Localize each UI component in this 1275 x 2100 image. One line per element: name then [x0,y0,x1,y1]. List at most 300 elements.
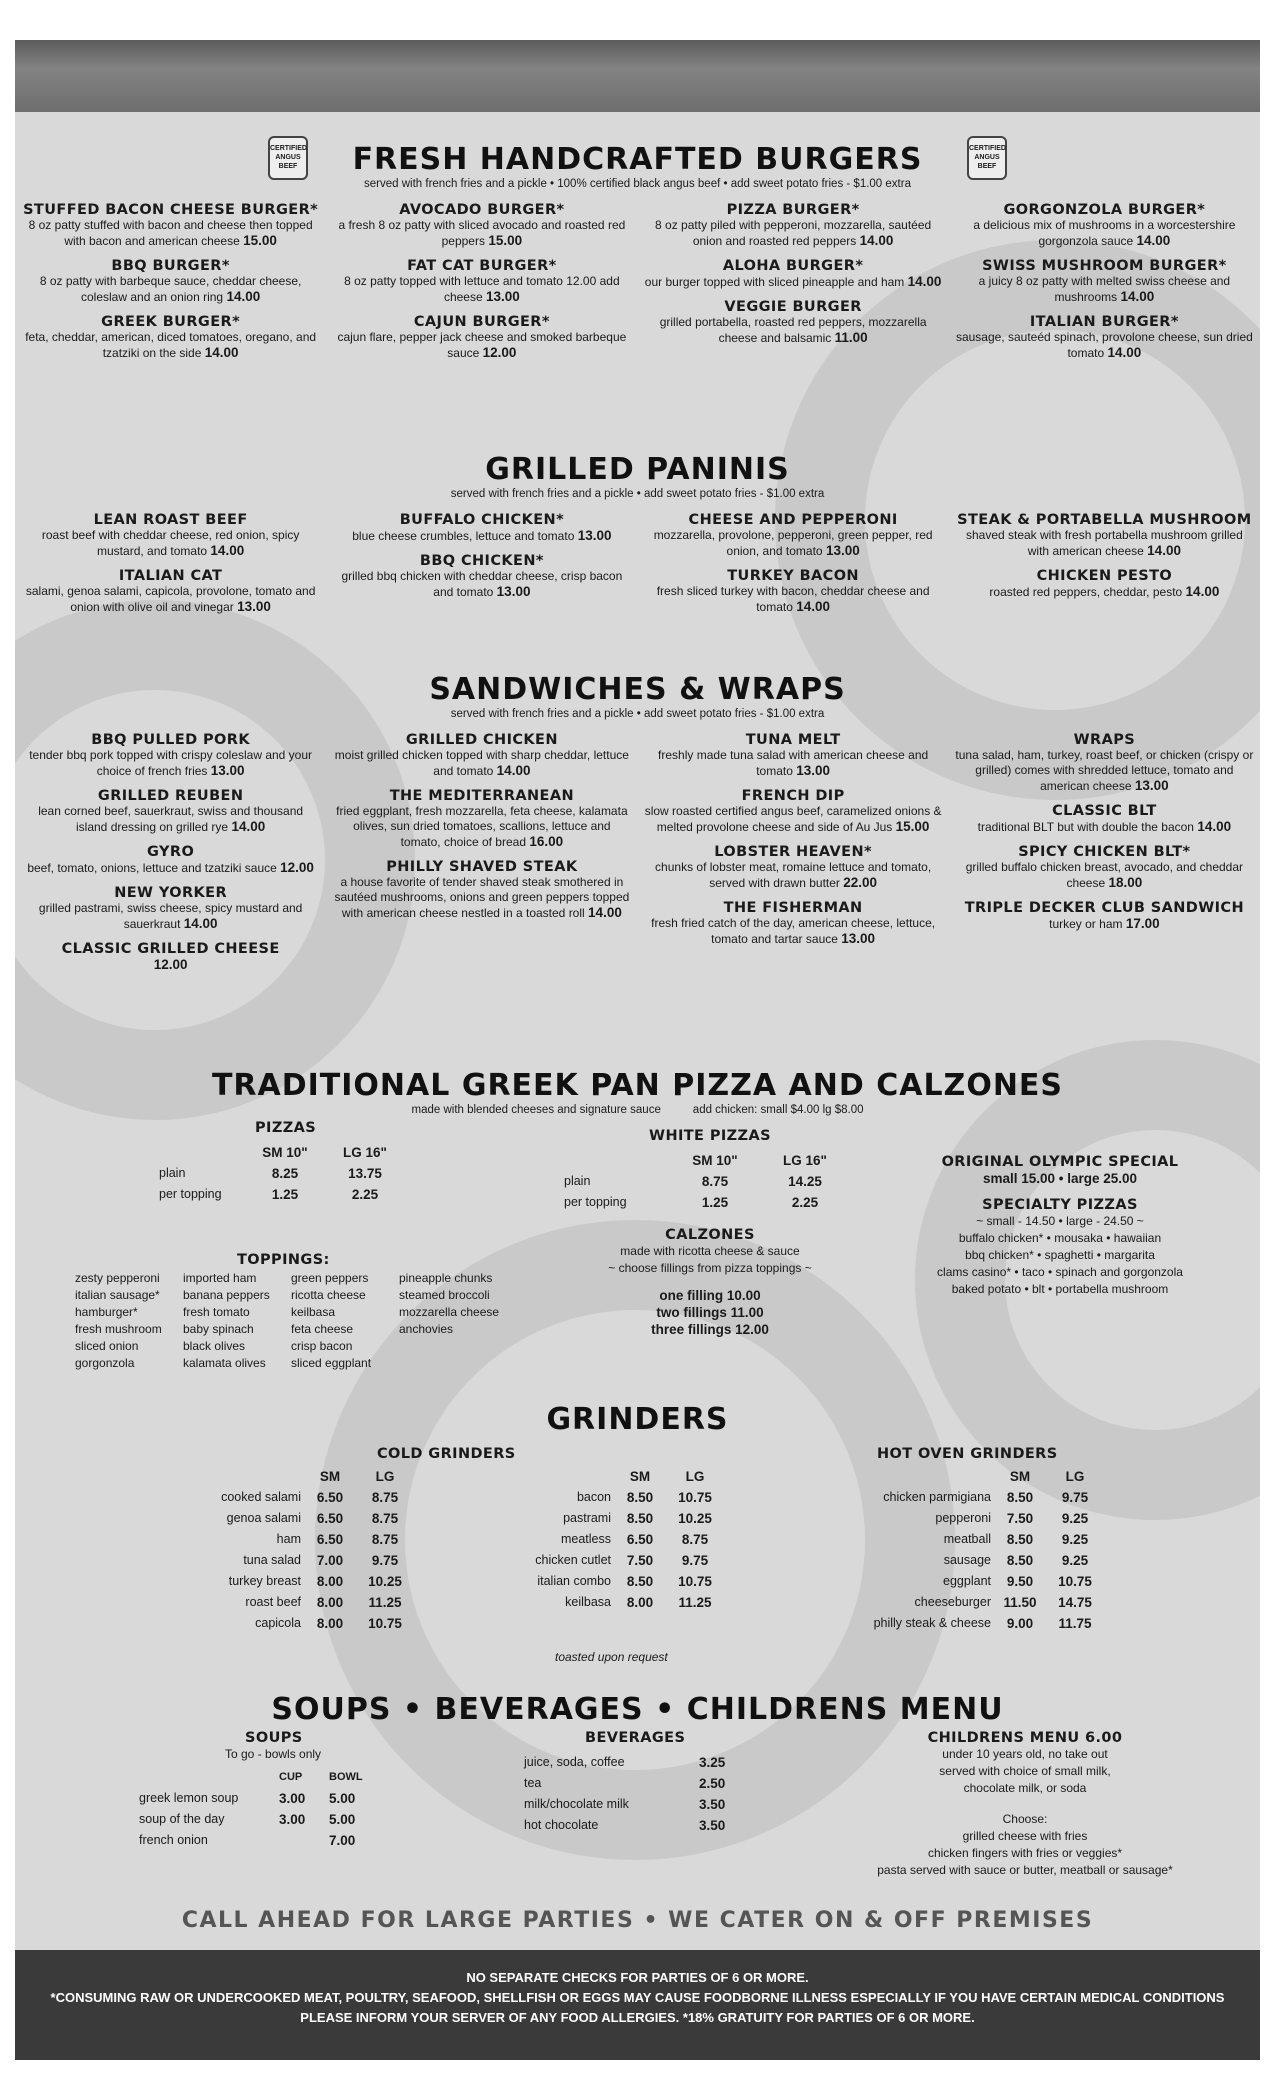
item-description [644,584,943,615]
topping-item: italian sausage* [75,1288,160,1302]
section-title: GRINDERS [546,1402,729,1437]
item-name: NEW YORKER [114,885,228,901]
table-row [135,1788,375,1809]
footer-notice [15,1950,1260,2060]
item-description [955,860,1254,891]
item-name: TUNA MELT [745,732,841,748]
size-header: SM [319,1469,341,1484]
price [275,1830,325,1851]
item-description [21,957,320,973]
price: 10.75 [1058,1574,1092,1589]
price: 8.50 [1006,1553,1034,1568]
footer-line: PLEASE INFORM YOUR SERVER OF ANY FOOD ALLERGIES. *18% GRATUITY FOR PARTIES OF 6 OR MORE. [300,2010,975,2025]
price: 8.00 [316,1616,344,1631]
menu-item [332,202,631,249]
pizzas-heading: PIZZAS [255,1120,317,1136]
burgers-section [15,142,1260,370]
price: 3.00 [279,1812,306,1827]
childrens-line: Choose: [1002,1812,1048,1826]
item-description [332,748,631,779]
topping-item: anchovies [399,1322,454,1336]
price: 8.75 [681,1532,709,1547]
item-price: 14.00 [907,274,942,289]
white-pizzas-block [560,1128,860,1338]
specialty-line: clams casino* • taco • spinach and gorgonzola [937,1265,1183,1279]
item-name: ITALIAN BURGER* [1029,314,1179,330]
price: 8.50 [626,1511,654,1526]
price: 11.25 [368,1595,402,1610]
calzone-price: three fillings 12.00 [651,1322,769,1337]
childrens-line: under 10 years old, no take out [942,1747,1108,1761]
item-name: LOBSTER HEAVEN* [714,844,872,860]
soup-name: greek lemon soup [139,1791,239,1805]
price: 8.50 [1006,1490,1034,1505]
paninis-section [15,452,1260,624]
pizzas-table [155,1142,405,1205]
item-desc-text: a fresh 8 oz patty with sliced avocado and roasted red peppers [338,218,626,248]
item-name: CHICKEN PESTO [1036,568,1173,584]
item-desc-text: salami, genoa salami, capicola, provolone, tomato and onion with olive oil and vinegar [25,584,316,614]
topping-item: baby spinach [183,1322,254,1336]
size-header: LG [685,1469,705,1484]
item-price: 15.00 [243,233,277,248]
item-name: BUFFALO CHICKEN* [399,512,565,528]
beverage-name: hot chocolate [524,1818,599,1832]
item-description [644,916,943,947]
beverage-name: tea [524,1776,542,1790]
size-header: SM [629,1469,651,1484]
item-name: PIZZA BURGER* [726,202,860,218]
beverages-heading: BEVERAGES [585,1730,686,1746]
menu-item [644,258,943,290]
item-description [955,330,1254,361]
specialty-heading: SPECIALTY PIZZAS [982,1197,1138,1213]
item-desc-text: chunks of lobster meat, romaine lettuce and tomato, served with drawn butter [655,860,932,890]
grinder-name: philly steak & cheese [873,1616,991,1630]
table-row [485,1487,725,1508]
grinders-section [15,1402,1260,1692]
item-description [955,819,1254,835]
table-header-row [485,1466,725,1487]
item-price: 14.00 [210,543,245,558]
calzone-price: one filling 10.00 [659,1288,761,1303]
item-price: 13.00 [825,543,860,558]
menu-item [644,512,943,559]
topping-item: crisp bacon [291,1339,353,1353]
price: 2.25 [791,1195,819,1210]
price: 10.25 [678,1511,712,1526]
angus-beef-badge-icon: CERTIFIED ANGUS BEEF [967,136,1007,180]
item-name: GRILLED REUBEN [97,788,244,804]
topping-item: fresh tomato [183,1305,250,1319]
childrens-line: pasta served with sauce or butter, meatball or sausage* [877,1863,1173,1877]
table-row [845,1550,1105,1571]
soups-table [135,1767,375,1851]
menu-grid [15,202,1260,370]
price: 11.75 [1058,1616,1092,1631]
item-description [644,860,943,891]
menu-item [644,844,943,891]
topping-item: steamed broccoli [399,1288,490,1302]
item-desc-text: lean corned beef, sauerkraut, swiss and thousand island dressing on grilled rye [38,804,304,834]
row-label: per topping [564,1195,627,1209]
grinder-name: cooked salami [221,1490,301,1504]
price: 2.50 [699,1776,726,1791]
size-header: BOWL [329,1771,363,1783]
price: 3.00 [279,1791,306,1806]
grinder-name: genoa salami [226,1511,301,1525]
price: 8.75 [371,1511,399,1526]
soups-note: To go - bowls only [225,1747,322,1761]
hot-grinders-heading: HOT OVEN GRINDERS [877,1446,1058,1462]
item-name: TURKEY BACON [727,568,859,584]
price: 10.25 [368,1574,402,1589]
menu-item [955,568,1254,600]
price: 6.50 [626,1532,654,1547]
item-name: BBQ PULLED PORK [91,732,250,748]
table-header-row [175,1466,415,1487]
item-desc-text: our burger topped with sliced pineapple and ham [644,275,905,289]
item-price: 14.00 [1120,289,1155,304]
item-price: 14.00 [204,345,239,360]
calzones-block [560,1227,860,1338]
item-desc-text: tuna salad, ham, turkey, roast beef, or chicken (crispy or grilled) comes with shredded lettuce, tomato and american cheese [955,748,1254,793]
item-name: FRENCH DIP [741,788,845,804]
item-desc-text: turkey or ham [1049,917,1123,931]
menu-column [949,202,1260,370]
item-desc-text: grilled portabella, roasted red peppers, mozzarella cheese and balsamic [659,315,927,345]
menu-column [15,202,326,370]
item-description [955,584,1254,600]
table-row [175,1592,415,1613]
item-description [332,569,631,600]
item-description [644,315,943,346]
item-desc-text: beef, tomato, onions, lettuce and tzatziki sauce [27,861,277,875]
childrens-line [845,1797,1205,1811]
table-row [485,1550,725,1571]
grinder-name: roast beef [245,1595,301,1609]
price: 1.25 [271,1187,299,1202]
item-price: 12.00 [482,345,517,360]
table-row [520,1752,729,1773]
price: 3.25 [699,1755,726,1770]
section-title: FRESH HANDCRAFTED BURGERS [352,142,923,177]
item-name: SWISS MUSHROOM BURGER* [982,258,1227,274]
table-header-row [135,1767,375,1788]
item-name: TRIPLE DECKER CLUB SANDWICH [964,900,1244,916]
menu-item [644,788,943,835]
item-name: GRILLED CHICKEN [405,732,558,748]
price: 9.25 [1061,1553,1089,1568]
size-header: CUP [279,1771,303,1783]
item-desc-text: mozzarella, provolone, pepperoni, green pepper, red onion, and tomato [653,528,933,558]
price: 6.50 [316,1511,344,1526]
grinder-name: eggplant [943,1574,991,1588]
menu-column [638,202,949,370]
section-title: SOUPS • BEVERAGES • CHILDRENS MENU [271,1692,1004,1727]
item-desc-text: roast beef with cheddar cheese, red onion, spicy mustard, and tomato [41,528,300,558]
item-description [955,748,1254,794]
section-subtitle: served with french fries and a pickle • add sweet potato fries - $1.00 extra [450,708,825,720]
table-row [845,1529,1105,1550]
price: 8.25 [271,1166,299,1181]
topping-item: hamburger* [75,1305,138,1319]
price: 6.50 [316,1532,344,1547]
menu-item [332,788,631,850]
price: 8.00 [316,1574,344,1589]
specialty-line: baked potato • blt • portabella mushroom [951,1282,1169,1296]
item-price: 13.00 [237,599,271,614]
item-name: CHEESE AND PEPPERONI [688,512,898,528]
item-description [332,528,631,544]
item-price: 16.00 [529,834,564,849]
menu-item [332,553,631,600]
price: 11.50 [1003,1595,1037,1610]
item-name: BBQ CHICKEN* [419,553,544,569]
menu-column [326,732,637,982]
item-description [21,748,320,779]
item-desc-text: freshly made tuna salad with american cheese and tomato [658,748,929,778]
menu-item [955,844,1254,891]
price: 7.00 [329,1833,356,1848]
specialty-line: bbq chicken* • spaghetti • margarita [965,1248,1155,1262]
olympic-heading: ORIGINAL OLYMPIC SPECIAL [941,1154,1179,1170]
table-row [175,1613,415,1634]
toppings-column [75,1270,183,1372]
item-desc-text: grilled pastrami, swiss cheese, spicy mustard and sauerkraut [38,901,303,931]
price: 10.75 [368,1616,402,1631]
menu-item [332,859,631,921]
item-description [21,274,320,305]
price: 10.75 [678,1490,712,1505]
item-desc-text: a delicious mix of mushrooms in a worcestershire gorgonzola sauce [973,218,1236,248]
item-price: 13.00 [210,763,245,778]
item-price: 14.00 [1147,543,1181,558]
menu-item [955,512,1254,559]
row-label: per topping [159,1187,222,1201]
topping-item: sliced eggplant [291,1356,372,1370]
item-name: AVOCADO BURGER* [399,202,565,218]
toasted-note: toasted upon request [555,1650,668,1664]
menu-column [949,732,1260,982]
grinder-name: capicola [255,1616,301,1630]
menu-item [955,803,1254,835]
price: 9.75 [1061,1490,1089,1505]
soups-block [135,1730,385,1851]
price: 8.50 [626,1490,654,1505]
grinder-name: sausage [943,1553,991,1567]
menu-item [955,202,1254,249]
price: 8.50 [1006,1532,1034,1547]
item-price: 11.00 [834,330,868,345]
grinder-name: bacon [576,1490,611,1504]
price: 5.00 [329,1812,356,1827]
item-description [644,804,943,835]
soups-heading: SOUPS [245,1730,303,1746]
item-name: LEAN ROAST BEEF [93,512,248,528]
item-price: 14.00 [588,905,622,920]
grinder-name: turkey breast [228,1574,301,1588]
item-desc-text: 8 oz patty stuffed with bacon and cheese then topped with bacon and american cheese [28,218,313,248]
price: 6.50 [316,1490,344,1505]
item-price: 12.00 [153,957,188,972]
toppings-column [399,1270,519,1372]
topping-item: kalamata olives [183,1356,266,1370]
childrens-line: chocolate milk, or soda [963,1781,1087,1795]
menu-column [15,512,326,624]
table-row [520,1815,729,1836]
table-row [175,1508,415,1529]
item-price: 13.00 [796,763,831,778]
item-price: 14.00 [1185,584,1220,599]
item-name: CAJUN BURGER* [413,314,550,330]
childrens-block [845,1730,1205,1879]
menu-item [644,732,943,779]
childrens-line: grilled cheese with fries [962,1829,1088,1843]
table-row [520,1794,729,1815]
item-price: 17.00 [1125,916,1160,931]
menu-item [21,788,320,835]
item-description [332,875,631,921]
grinder-name: meatless [560,1532,611,1546]
item-description [332,330,631,361]
price: 8.75 [371,1532,399,1547]
angus-beef-badge-icon: CERTIFIED ANGUS BEEF [268,136,308,180]
item-desc-text: traditional BLT but with double the bacon [977,820,1194,834]
table-row [845,1508,1105,1529]
item-name: STEAK & PORTABELLA MUSHROOM [957,512,1252,528]
row-label: plain [564,1174,591,1188]
grinder-name: italian combo [537,1574,611,1588]
item-price: 14.00 [183,916,218,931]
topping-item: mozzarella cheese [399,1305,500,1319]
grinder-name: chicken parmigiana [883,1490,991,1504]
menu-item [332,512,631,544]
grinder-name: meatball [943,1532,991,1546]
price: 8.75 [371,1490,399,1505]
toppings-heading: TOPPINGS: [237,1252,330,1268]
item-price: 14.00 [1107,345,1142,360]
soups-section [15,1692,1260,1902]
menu-column [949,512,1260,624]
menu-page [15,40,1260,2060]
topping-item: green peppers [291,1271,369,1285]
price: 9.25 [1061,1532,1089,1547]
price: 11.25 [678,1595,712,1610]
section-subtitle: served with french fries and a pickle • add sweet potato fries - $1.00 extra [450,488,825,500]
item-desc-text: feta, cheddar, american, diced tomatoes, oregano, and tzatziki on the side [25,330,317,360]
soup-name: soup of the day [139,1812,225,1826]
hot-grinders-table [845,1466,1105,1634]
cold-grinders-table [175,1466,415,1634]
table-row [175,1571,415,1592]
table-row [845,1487,1105,1508]
item-description [644,218,943,249]
section-title: TRADITIONAL GREEK PAN PIZZA AND CALZONES [211,1068,1064,1103]
price: 2.25 [351,1187,379,1202]
item-desc-text: a house favorite of tender shaved steak smothered in sautéed mushrooms, onions and green peppers topped with american cheese nestled in a toasted roll [334,875,630,920]
empty-cell [485,1466,615,1487]
item-name: ALOHA BURGER* [722,258,864,274]
calzones-desc: made with ricotta cheese & sauce [620,1244,800,1258]
topping-item: black olives [183,1339,246,1353]
item-desc-text: 8 oz patty topped with lettuce and tomato 12.00 add cheese [344,274,620,304]
item-price: 14.00 [1136,233,1171,248]
menu-item [21,314,320,361]
item-desc-text: blue cheese crumbles, lettuce and tomato [352,529,575,543]
item-desc-text: a juicy 8 oz patty with melted swiss cheese and mushrooms [978,274,1231,304]
menu-item [332,258,631,305]
item-description [21,584,320,615]
item-price: 18.00 [1108,875,1143,890]
menu-item [955,314,1254,361]
price: 8.00 [626,1595,654,1610]
price: 1.25 [701,1195,729,1210]
price: 8.50 [626,1574,654,1589]
item-price: 14.00 [796,599,831,614]
section-title: GRILLED PANINIS [485,452,790,487]
topping-item: ricotta cheese [291,1288,366,1302]
price: 8.75 [701,1174,729,1189]
item-description [21,860,320,876]
item-desc-text: fresh fried catch of the day, american cheese, lettuce, tomato and tartar sauce [651,916,936,946]
item-name: GORGONZOLA BURGER* [1003,202,1206,218]
item-name: BBQ BURGER* [111,258,230,274]
topping-item: feta cheese [291,1322,354,1336]
white-pizzas-table [560,1150,850,1213]
item-price: 13.00 [577,528,612,543]
empty-cell [845,1466,995,1487]
item-description [332,218,631,249]
item-price: 14.00 [496,763,531,778]
price: 10.75 [678,1574,712,1589]
beverage-name: juice, soda, coffee [524,1755,625,1769]
table-row [485,1529,725,1550]
table-row [135,1809,375,1830]
item-description [332,804,631,850]
topping-item: zesty pepperoni [75,1271,160,1285]
table-row [175,1550,415,1571]
beverages-table [520,1752,729,1836]
price: 9.75 [371,1553,399,1568]
grinder-name: keilbasa [565,1595,611,1609]
menu-item [955,732,1254,794]
toppings-column [291,1270,399,1372]
menu-item [644,202,943,249]
footer-line: NO SEPARATE CHECKS FOR PARTIES OF 6 OR MORE. [466,1970,809,1985]
pizza-section [15,1068,1260,1398]
menu-item [21,258,320,305]
item-price: 14.00 [231,819,266,834]
item-desc-text: fresh sliced turkey with bacon, cheddar cheese and tomato [656,584,930,614]
table-row [135,1830,375,1851]
soup-name: french onion [139,1833,208,1847]
item-name: WRAPS [1073,732,1136,748]
grinder-name: pepperoni [935,1511,991,1525]
childrens-heading: CHILDRENS MENU 6.00 [927,1730,1123,1746]
table-row [845,1592,1105,1613]
item-desc-text: tender bbq pork topped with crispy coleslaw and your choice of french fries [29,748,313,778]
empty-cell [175,1466,305,1487]
calzones-desc: ~ choose fillings from pizza toppings ~ [608,1261,812,1275]
size-header: LG 16" [783,1153,827,1168]
item-name: CLASSIC BLT [1052,803,1157,819]
item-price: 15.00 [488,233,523,248]
price: 9.75 [681,1553,709,1568]
size-header: LG 16" [343,1145,387,1160]
item-desc-text: 8 oz patty with barbeque sauce, cheddar cheese, coleslaw and an onion ring [39,274,302,304]
add-chicken-note: add chicken: small $4.00 lg $8.00 [692,1104,864,1116]
